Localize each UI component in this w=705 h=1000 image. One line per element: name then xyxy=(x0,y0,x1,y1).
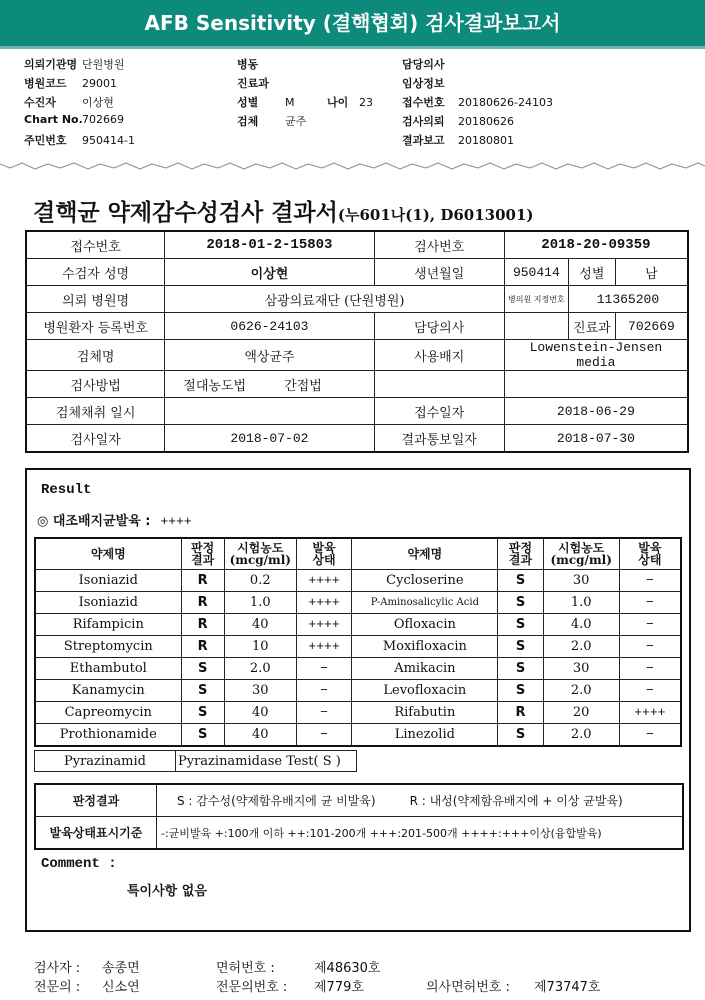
info-value: M xyxy=(285,96,295,109)
notify-date: 2018-07-30 xyxy=(504,425,688,453)
cell-label: 담당의사 xyxy=(374,313,504,340)
cell-label: 병원환자 등록번호 xyxy=(26,313,165,340)
drug-judge: R xyxy=(181,614,224,636)
drug-judge: S xyxy=(498,570,543,592)
info-column-3 xyxy=(402,56,553,151)
torn-edge-divider xyxy=(0,159,705,173)
drug-growth: ++++ xyxy=(296,636,352,658)
drug-drug: Ethambutol xyxy=(35,658,181,680)
drug-drug: Kanamycin xyxy=(35,680,181,702)
info-value: 균주 xyxy=(285,115,307,128)
receive-date: 2018-06-29 xyxy=(504,398,688,425)
hospital: 삼광의료재단 (단원병원) xyxy=(165,286,505,313)
age-label: 나이 xyxy=(327,96,349,109)
drug-judge: S xyxy=(181,658,224,680)
info-value: 702669 xyxy=(82,113,124,126)
legend-judge-s: S : 감수성(약제함유배지에 균 비발육) xyxy=(177,794,376,808)
drug-conc: 30 xyxy=(224,680,296,702)
test-date: 2018-07-02 xyxy=(165,425,374,453)
drug-growth: − xyxy=(619,680,681,702)
info-label: 병원코드 xyxy=(24,77,67,90)
drug-judge: R xyxy=(498,702,543,724)
specialist-label: 전문의 : xyxy=(34,980,81,995)
drug-conc: 40 xyxy=(224,614,296,636)
cell-label: 병의원 지정번호 xyxy=(504,286,568,313)
drug-judge: R xyxy=(181,570,224,592)
info-label: 임상정보 xyxy=(402,77,445,90)
drug-row xyxy=(35,702,681,724)
info-label: 병동 xyxy=(237,58,259,71)
drug-conc: 2.0 xyxy=(543,724,619,747)
info-value: 이상현 xyxy=(82,96,114,109)
cell-label: 검사일자 xyxy=(26,425,165,453)
cell-label: 수검자 성명 xyxy=(26,259,165,286)
drug-drug: Ofloxacin xyxy=(352,614,498,636)
footer-row-2 xyxy=(34,976,600,995)
legend-judge-label: 판정결과 xyxy=(35,784,157,817)
control-growth xyxy=(37,510,192,529)
cell-label: 접수일자 xyxy=(374,398,504,425)
result-title: Result xyxy=(41,482,92,498)
document-title xyxy=(33,194,534,227)
drug-growth: − xyxy=(619,570,681,592)
drug-conc: 0.2 xyxy=(224,570,296,592)
drug-judge: R xyxy=(181,592,224,614)
drug-conc: 20 xyxy=(543,702,619,724)
info-value: 단원병원 xyxy=(82,58,125,71)
reg-no: 2018-01-2-15803 xyxy=(165,231,374,259)
method-2: 간접법 xyxy=(284,378,322,394)
info-label: 검사의뢰 xyxy=(402,115,445,128)
cell-label: 진료과 xyxy=(568,313,615,340)
drug-growth: − xyxy=(619,614,681,636)
cell-label: 검사방법 xyxy=(26,371,165,398)
info-value: 950414-1 xyxy=(82,134,135,147)
drug-judge: R xyxy=(181,636,224,658)
drug-drug: Streptomycin xyxy=(35,636,181,658)
info-label: 결과보고 xyxy=(402,134,445,147)
cell-label: 생년월일 xyxy=(374,259,504,286)
drug-row xyxy=(35,658,681,680)
doctor xyxy=(504,313,568,340)
specialist-no: 제779호 xyxy=(314,980,364,995)
drug-judge: S xyxy=(498,614,543,636)
info-value: 20180626-24103 xyxy=(458,96,553,109)
media: Lowenstein-Jensen media xyxy=(504,340,688,371)
info-label: 주민번호 xyxy=(24,134,67,147)
empty-cell xyxy=(374,371,504,398)
info-value: 29001 xyxy=(82,77,117,90)
cell-label: 검사번호 xyxy=(374,231,504,259)
patient-name: 이상현 xyxy=(165,259,374,286)
drug-conc: 2.0 xyxy=(543,680,619,702)
pyrazinamid-label: Pyrazinamid xyxy=(35,751,176,772)
header-growth: 발육 상태 xyxy=(296,538,352,570)
drug-judge: S xyxy=(498,592,543,614)
drug-growth: ++++ xyxy=(296,570,352,592)
dob: 950414 xyxy=(504,259,568,286)
legend-table xyxy=(34,783,684,850)
drug-judge: S xyxy=(181,702,224,724)
sex: 남 xyxy=(615,259,688,286)
drug-judge: S xyxy=(498,680,543,702)
drug-growth: ++++ xyxy=(619,702,681,724)
method-1: 절대농도법 xyxy=(183,378,247,394)
examiner: 송종면 xyxy=(102,961,140,976)
test-no: 2018-20-09359 xyxy=(504,231,688,259)
drug-conc: 2.0 xyxy=(224,658,296,680)
drug-conc: 1.0 xyxy=(543,592,619,614)
drug-growth: − xyxy=(296,658,352,680)
pyrazinamid-test: Pyrazinamidase Test( S ) xyxy=(176,751,357,772)
drug-growth: − xyxy=(619,724,681,747)
drug-judge: S xyxy=(181,680,224,702)
drug-conc: 40 xyxy=(224,702,296,724)
drug-drug: Linezolid xyxy=(352,724,498,747)
drug-drug: P-Aminosalicylic Acid xyxy=(352,592,498,614)
drug-drug: Moxifloxacin xyxy=(352,636,498,658)
result-section xyxy=(25,468,691,932)
header-drug: 약제명 xyxy=(352,538,498,570)
drug-growth: − xyxy=(619,592,681,614)
specialist: 신소연 xyxy=(102,980,140,995)
header-growth: 발육 상태 xyxy=(619,538,681,570)
patient-no: 0626-24103 xyxy=(165,313,374,340)
drug-growth: ++++ xyxy=(296,592,352,614)
info-label: 진료과 xyxy=(237,77,269,90)
cell-label: 사용배지 xyxy=(374,340,504,371)
drug-drug: Prothionamide xyxy=(35,724,181,747)
drug-growth: − xyxy=(619,658,681,680)
drug-drug: Rifabutin xyxy=(352,702,498,724)
drug-growth: − xyxy=(296,724,352,747)
control-growth-value: ++++ xyxy=(160,514,192,529)
drug-drug: Capreomycin xyxy=(35,702,181,724)
drug-row xyxy=(35,570,681,592)
drug-sensitivity-table xyxy=(34,537,682,747)
drug-growth: − xyxy=(619,636,681,658)
drug-growth: − xyxy=(296,680,352,702)
method xyxy=(165,371,374,398)
drug-drug: Levofloxacin xyxy=(352,680,498,702)
pyrazinamid-row xyxy=(34,750,357,772)
comment-label: Comment : xyxy=(41,856,117,872)
drug-drug: Cycloserine xyxy=(352,570,498,592)
license: 제48630호 xyxy=(314,961,381,976)
drug-conc: 4.0 xyxy=(543,614,619,636)
drug-row xyxy=(35,680,681,702)
info-column-2 xyxy=(237,56,373,132)
info-label: 접수번호 xyxy=(402,96,445,109)
drug-conc: 40 xyxy=(224,724,296,747)
cell-label: 접수번호 xyxy=(26,231,165,259)
header-conc: 시험농도 (mcg/ml) xyxy=(224,538,296,570)
license-label: 면허번호 : xyxy=(216,961,275,976)
drug-conc: 10 xyxy=(224,636,296,658)
cell-label: 의뢰 병원명 xyxy=(26,286,165,313)
legend-judge-r: R : 내성(약제함유배지에 + 이상 균발육) xyxy=(409,794,623,808)
document-code: (누601나(1), D6013001) xyxy=(337,206,534,224)
document-title-text: 결핵균 약제감수성검사 결과서 xyxy=(33,199,338,226)
drug-growth: ++++ xyxy=(296,614,352,636)
dept: 702669 xyxy=(615,313,688,340)
header-drug: 약제명 xyxy=(35,538,181,570)
info-label: 수진자 xyxy=(24,96,56,109)
legend-growth: -:균비발육 +:100개 이하 ++:101-200개 +++:201-500개 ++++:+++이상(융합발육) xyxy=(157,817,684,850)
drug-row xyxy=(35,636,681,658)
control-growth-label: ◎ 대조배지균발육 : xyxy=(37,514,151,529)
doctor-license: 제73747호 xyxy=(534,980,601,995)
legend-growth-label: 발육상태표시기준 xyxy=(35,817,157,850)
cell-label: 검체채취 일시 xyxy=(26,398,165,425)
drug-conc: 1.0 xyxy=(224,592,296,614)
info-label: 의뢰기관명 xyxy=(24,58,78,71)
drug-row xyxy=(35,592,681,614)
info-label: Chart No. xyxy=(24,113,83,126)
patient-form-table xyxy=(25,230,689,453)
info-value: 20180801 xyxy=(458,134,514,147)
drug-judge: S xyxy=(181,724,224,747)
drug-judge: S xyxy=(498,724,543,747)
drug-conc: 30 xyxy=(543,570,619,592)
doctor-license-label: 의사면허번호 : xyxy=(426,980,510,995)
collect-date xyxy=(165,398,374,425)
drug-conc: 30 xyxy=(543,658,619,680)
info-label: 성별 xyxy=(237,96,259,109)
info-value: 20180626 xyxy=(458,115,514,128)
cell-label: 성별 xyxy=(568,259,615,286)
info-label: 검체 xyxy=(237,115,259,128)
legend-judge xyxy=(157,784,684,817)
drug-growth: − xyxy=(296,702,352,724)
drug-drug: Isoniazid xyxy=(35,592,181,614)
header-judge: 판정 결과 xyxy=(181,538,224,570)
specimen: 액상균주 xyxy=(165,340,374,371)
empty-cell xyxy=(504,371,688,398)
examiner-label: 검사자 : xyxy=(34,961,81,976)
cell-label: 결과통보일자 xyxy=(374,425,504,453)
comment-text: 특이사항 없음 xyxy=(127,884,207,899)
age-value: 23 xyxy=(359,96,373,109)
info-label: 담당의사 xyxy=(402,58,445,71)
header-conc: 시험농도 (mcg/ml) xyxy=(543,538,619,570)
hospital-code: 11365200 xyxy=(568,286,688,313)
drug-drug: Rifampicin xyxy=(35,614,181,636)
drug-row xyxy=(35,614,681,636)
header-judge: 판정 결과 xyxy=(498,538,543,570)
drug-conc: 2.0 xyxy=(543,636,619,658)
report-header xyxy=(0,0,705,46)
info-column-1 xyxy=(24,56,135,151)
drug-drug: Isoniazid xyxy=(35,570,181,592)
drug-drug: Amikacin xyxy=(352,658,498,680)
drug-judge: S xyxy=(498,636,543,658)
drug-row xyxy=(35,724,681,747)
footer-row-1 xyxy=(34,957,380,976)
report-title: AFB Sensitivity (결핵협회) 검사결과보고서 xyxy=(144,11,561,35)
specialist-no-label: 전문의번호 : xyxy=(216,980,288,995)
cell-label: 검체명 xyxy=(26,340,165,371)
drug-judge: S xyxy=(498,658,543,680)
